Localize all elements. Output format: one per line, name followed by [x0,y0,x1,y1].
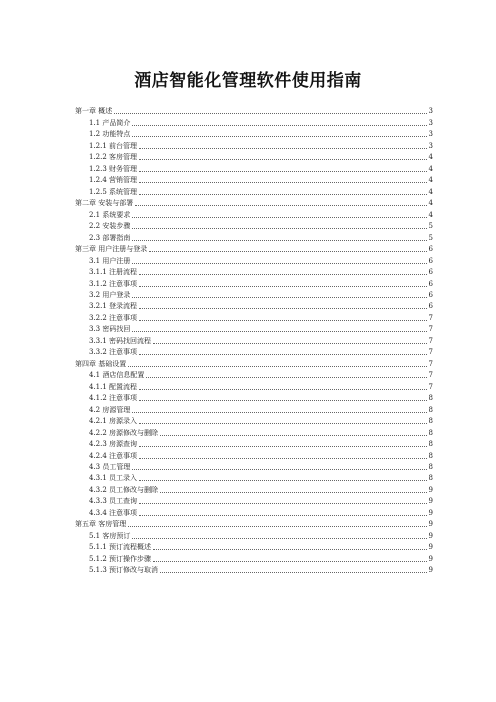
toc-leader-dots [139,423,426,424]
toc-page-number: 9 [428,566,433,575]
toc-entry-label: 1.1 产品简介 [89,118,131,127]
toc-page-number: 6 [428,302,433,311]
toc-page-number: 4 [428,164,433,173]
toc-leader-dots [139,503,426,504]
toc-leader-dots [139,400,426,401]
toc-page-number: 8 [428,440,433,449]
toc-section-entry[interactable] [75,116,433,127]
toc-page-number: 4 [428,176,433,185]
toc-leader-dots [135,205,426,206]
toc-leader-dots [132,412,426,413]
toc-chapter-entry[interactable] [75,105,433,116]
toc-entry-label: 2.1 系统要求 [89,210,131,219]
toc-entry-label: 2.2 安装步骤 [89,222,131,231]
toc-page-number: 7 [428,371,433,380]
toc-entry-label: 第一章 概述 [75,107,113,116]
toc-entry-label: 4.2.3 房源查询 [89,440,138,449]
toc-page-number: 7 [428,382,433,391]
toc-page-number: 8 [428,451,433,460]
toc-entry-label: 4.3.1 员工录入 [89,474,138,483]
toc-page-number: 4 [428,210,433,219]
toc-chapter-entry[interactable] [75,197,433,208]
toc-page-number: 9 [428,554,433,563]
toc-page-number: 9 [428,508,433,517]
toc-leader-dots [132,240,426,241]
toc-page-number: 9 [428,543,433,552]
toc-section-entry[interactable] [75,266,433,277]
toc-leader-dots [160,435,426,436]
toc-page-number: 7 [428,325,433,334]
toc-entry-label: 4.2.4 注意事项 [89,451,138,460]
toc-entry-label: 4.3.2 员工修改与删除 [89,485,159,494]
toc-page-number: 8 [428,463,433,471]
toc-page-number: 7 [428,313,433,322]
toc-leader-dots [139,458,426,459]
toc-leader-dots [132,228,426,229]
toc-entry-label: 4.2.2 房源修改与删除 [89,428,159,437]
toc-page-number: 5 [428,233,433,242]
document-title: 酒店智能化管理软件使用指南 [134,71,362,91]
toc-leader-dots [139,308,426,309]
toc-page-number: 6 [428,290,433,299]
toc-entry-label: 4.1.2 注意事项 [89,394,138,403]
toc-leader-dots [139,354,426,355]
toc-page-number: 9 [428,497,433,506]
toc-page-number: 8 [428,417,433,426]
toc-leader-dots [139,194,426,195]
toc-page-number: 4 [428,199,433,208]
toc-entry-label: 5.1.3 预订修改与取消 [89,566,159,575]
toc-section-entry[interactable] [75,449,433,460]
toc-page-number: 7 [428,336,433,345]
toc-section-entry[interactable] [75,128,433,139]
toc-leader-dots [139,446,426,447]
toc-entry-label: 1.2.5 系统管理 [89,187,138,196]
toc-entry-label: 4.1.1 配置流程 [89,382,138,391]
toc-chapter-entry[interactable] [75,357,433,368]
toc-entry-label: 4.3.4 注意事项 [89,508,138,517]
toc-page-number: 9 [428,520,433,529]
toc-section-entry[interactable] [75,311,433,322]
toc-entry-label: 4.2 房源管理 [89,405,131,414]
toc-page-number: 3 [428,118,433,127]
toc-page-number: 8 [428,405,433,414]
toc-page-number: 6 [428,279,433,288]
toc-entry-label: 3.3.1 密码找回流程 [89,336,152,345]
toc-entry-label: 3.1.1 注册流程 [89,268,138,277]
toc-entry-label: 5.1.1 预订流程概述 [89,543,152,552]
toc-entry-label: 3.1 用户注册 [89,256,131,265]
toc-page-number: 3 [428,141,433,150]
toc-entry-label: 4.1 酒店信息配置 [89,371,145,380]
toc-section-entry[interactable] [75,220,433,231]
toc-page-number: 8 [428,394,433,403]
toc-section-entry[interactable] [75,369,433,380]
toc-leader-dots [132,217,426,218]
toc-section-entry[interactable] [75,162,433,173]
toc-page-number: 8 [428,474,433,483]
toc-page-number: 5 [428,222,433,231]
toc-leader-dots [132,263,426,264]
toc-section-entry[interactable] [75,334,433,345]
toc-section-entry[interactable] [75,415,433,426]
toc-leader-dots [139,480,426,481]
toc-leader-dots [139,515,426,516]
toc-section-entry[interactable] [75,289,433,300]
toc-page-number: 6 [428,256,433,265]
table-of-contents [75,105,433,575]
toc-section-entry[interactable] [75,461,433,472]
toc-leader-dots [128,366,426,367]
toc-entry-label: 1.2.3 财务管理 [89,164,138,173]
toc-entry-label: 1.2.2 客房管理 [89,153,138,162]
toc-leader-dots [132,331,426,332]
toc-section-entry[interactable] [75,254,433,265]
toc-section-entry[interactable] [75,426,433,437]
toc-page-number: 9 [428,531,433,540]
toc-leader-dots [114,113,426,114]
toc-section-entry[interactable] [75,231,433,242]
toc-entry-label: 2.3 部署指南 [89,233,131,242]
toc-entry-label: 1.2 功能特点 [89,130,131,139]
toc-entry-label: 4.3.3 员工查询 [89,497,138,506]
toc-section-entry[interactable] [75,472,433,483]
toc-leader-dots [146,377,426,378]
toc-section-entry[interactable] [75,151,433,162]
toc-entry-label: 第四章 基础设置 [75,359,127,368]
toc-section-entry[interactable] [75,185,433,196]
toc-entry-label: 5.1 客房预订 [89,531,131,540]
toc-entry-label: 第五章 客房管理 [75,520,127,529]
toc-entry-label: 3.1.2 注意事项 [89,279,138,288]
toc-leader-dots [139,159,426,160]
toc-leader-dots [160,572,426,573]
toc-section-entry[interactable] [75,208,433,219]
toc-page-number: 3 [428,130,433,139]
toc-entry-label: 第二章 安装与部署 [75,199,134,208]
toc-page-number: 6 [428,268,433,277]
toc-entry-label: 1.2.1 前台管理 [89,141,138,150]
toc-page-number: 8 [428,428,433,437]
toc-leader-dots [128,526,426,527]
toc-entry-label: 1.2.4 营销管理 [89,176,138,185]
toc-leader-dots [132,469,426,470]
toc-section-entry[interactable] [75,495,433,506]
toc-page-number: 6 [428,245,433,254]
toc-leader-dots [160,492,426,493]
toc-section-entry[interactable] [75,541,433,552]
toc-leader-dots [153,561,426,562]
toc-section-entry[interactable] [75,552,433,563]
toc-entry-label: 3.3.2 注意事项 [89,348,138,357]
toc-section-entry[interactable] [75,300,433,311]
toc-entry-label: 3.2.1 登录流程 [89,302,138,311]
toc-section-entry[interactable] [75,564,433,575]
toc-section-entry[interactable] [75,277,433,288]
toc-page-number: 9 [428,485,433,494]
toc-page-number: 7 [428,359,433,368]
toc-leader-dots [149,251,426,252]
toc-leader-dots [132,136,426,137]
toc-page-number: 7 [428,348,433,357]
toc-leader-dots [132,125,426,126]
toc-section-entry[interactable] [75,403,433,414]
toc-section-entry[interactable] [75,323,433,334]
toc-leader-dots [139,320,426,321]
toc-chapter-entry[interactable] [75,243,433,254]
toc-section-entry[interactable] [75,346,433,357]
toc-section-entry[interactable] [75,529,433,540]
toc-leader-dots [139,171,426,172]
toc-entry-label: 第三章 用户注册与登录 [75,245,148,254]
toc-leader-dots [139,389,426,390]
toc-leader-dots [153,343,426,344]
toc-section-entry[interactable] [75,506,433,517]
toc-leader-dots [139,286,426,287]
toc-page-number: 4 [428,187,433,196]
toc-section-entry[interactable] [75,392,433,403]
toc-entry-label: 3.3 密码找回 [89,325,131,334]
toc-leader-dots [139,274,426,275]
toc-entry-label: 4.2.1 房源录入 [89,417,138,426]
toc-leader-dots [139,148,426,149]
toc-entry-label: 3.2.2 注意事项 [89,313,138,322]
toc-leader-dots [132,538,426,539]
toc-entry-label: 4.3 员工管理 [89,463,131,471]
toc-page-number: 3 [428,107,433,116]
toc-section-entry[interactable] [75,438,433,449]
toc-section-entry[interactable] [75,139,433,150]
toc-leader-dots [139,182,426,183]
toc-chapter-entry[interactable] [75,518,433,529]
toc-leader-dots [132,297,426,298]
toc-entry-label: 5.1.2 预订操作步骤 [89,554,152,563]
toc-section-entry[interactable] [75,380,433,391]
toc-section-entry[interactable] [75,174,433,185]
toc-entry-label: 3.2 用户登录 [89,290,131,299]
toc-section-entry[interactable] [75,483,433,494]
toc-leader-dots [153,549,426,550]
toc-page-number: 4 [428,153,433,162]
